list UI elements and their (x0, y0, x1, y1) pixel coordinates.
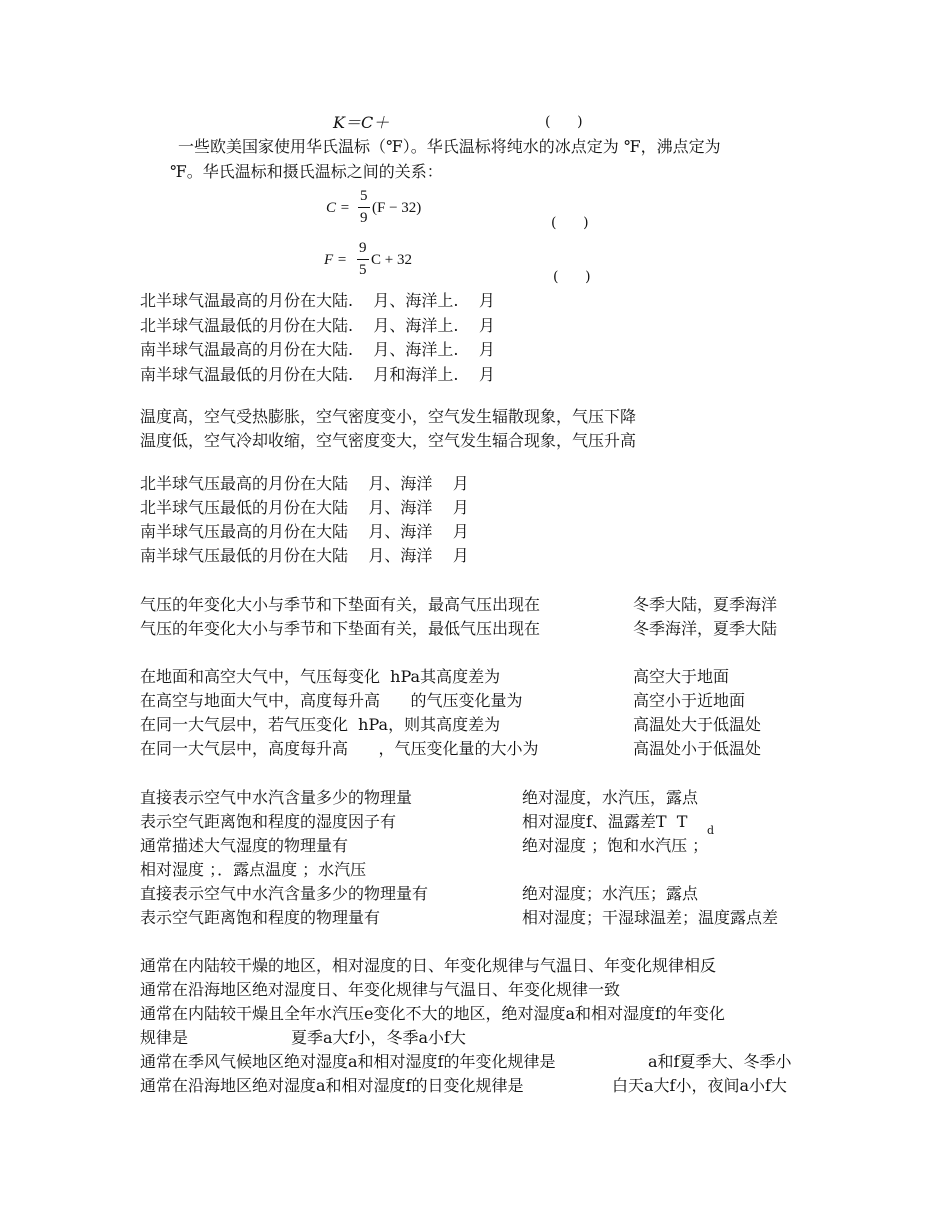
formula-lhs: F = (324, 252, 348, 268)
text-line: 南半球气温最低的月份在大陆. 月和海洋上. 月 (140, 365, 495, 384)
fraction-numerator: 9 (359, 240, 367, 256)
fraction-bar (357, 259, 369, 260)
text-line: 北半球气温最高的月份在大陆. 月、海洋上. 月 (140, 291, 495, 310)
question-text: 直接表示空气中水汽含量多少的物理量 (140, 788, 413, 807)
text-line: 通常在沿海地区绝对湿度日、年变化规律与气温日、年变化规律一致 (140, 980, 621, 999)
fraction-denominator: 9 (360, 210, 368, 226)
text-line: 南半球气压最低的月份在大陆 月、海洋 月 (140, 546, 469, 565)
answer-text: 相对湿度；干湿球温差；温度露点差 (522, 908, 779, 927)
answer-paren: ( ) (551, 215, 589, 231)
answer-text: 绝对湿度 ；饱和水汽压 ； (522, 836, 709, 855)
question-text: 表示空气距离饱和程度的物理量有 (140, 908, 381, 927)
answer-text: 冬季大陆，夏季海洋 (633, 595, 778, 614)
text-line: 南半球气温最高的月份在大陆. 月、海洋上. 月 (140, 340, 495, 359)
text-line: 南半球气压最高的月份在大陆 月、海洋 月 (140, 522, 469, 541)
formula-celsius (326, 188, 456, 232)
fraction-denominator: 5 (359, 262, 367, 278)
text-line: 通常在内陆较干燥且全年水汽压e变化不大的地区，绝对湿度a和相对湿度f的年变化 (140, 1004, 725, 1023)
question-text: 在高空与地面大气中，高度每升高 的气压变化量为 (140, 691, 523, 710)
answer-paren: ( ) (545, 114, 583, 130)
question-text: 在地面和高空大气中，气压每变化 hPa其高度差为 (140, 667, 501, 686)
answer-text: 相对湿度 ；．露点温度 ；水汽压 (140, 860, 367, 879)
answer-text: 绝对湿度，水汽压，露点 (522, 788, 699, 807)
question-text: 气压的年变化大小与季节和下垫面有关，最高气压出现在 (140, 595, 541, 614)
text-line: 北半球气压最高的月份在大陆 月、海洋 月 (140, 474, 469, 493)
paragraph-line: ℉。华氏温标和摄氏温标之间的关系： (170, 162, 443, 181)
answer-text: 高温处小于低温处 (633, 739, 762, 758)
paragraph-line: 一些欧美国家使用华氏温标（℉）。华氏温标将纯水的冰点定为 ℉，沸点定为 (178, 137, 721, 156)
answer-text: 高空小于近地面 (633, 691, 746, 710)
text-line: 通常在内陆较干燥的地区，相对湿度的日、年变化规律与气温日、年变化规律相反 (140, 956, 717, 975)
formula-kelvin: K＝C＋ (333, 113, 390, 132)
question-text: 通常在沿海地区绝对湿度a和相对湿度f的日变化规律是 (140, 1076, 524, 1095)
formula-lhs: C = (326, 200, 350, 216)
formula-rhs: (F − 32) (372, 200, 422, 216)
question-text: 表示空气距离饱和程度的湿度因子有 (140, 812, 397, 831)
question-text: 在同一大气层中，高度每升高 ，气压变化量的大小为 (140, 739, 539, 758)
question-text: 在同一大气层中，若气压变化 hPa，则其高度差为 (140, 715, 501, 734)
answer-text: 绝对湿度；水汽压；露点 (522, 884, 699, 903)
answer-text: 高温处大于低温处 (633, 715, 762, 734)
answer-text: 高空大于地面 (633, 667, 730, 686)
question-text: 气压的年变化大小与季节和下垫面有关，最低气压出现在 (140, 619, 541, 638)
text-line: 温度低，空气冷却收缩，空气密度变大，空气发生辐合现象，气压升高 (140, 431, 637, 450)
answer-text: 冬季海洋，夏季大陆 (633, 619, 778, 638)
text-line: 温度高，空气受热膨胀，空气密度变小，空气发生辐散现象，气压下降 (140, 407, 637, 426)
question-text: 直接表示空气中水汽含量多少的物理量有 (140, 884, 429, 903)
formula-rhs: C + 32 (371, 252, 412, 268)
answer-text: a和f夏季大、冬季小 (648, 1052, 792, 1071)
formula-fahrenheit (324, 240, 454, 284)
answer-text: 白天a大f小，夜间a小f大 (612, 1076, 787, 1095)
question-text: 通常描述大气湿度的物理量有 (140, 836, 349, 855)
fraction-numerator: 5 (360, 188, 368, 204)
question-text: 通常在季风气候地区绝对湿度a和相对湿度f的年变化规律是 (140, 1052, 556, 1071)
text-line: 北半球气温最低的月份在大陆. 月、海洋上. 月 (140, 316, 495, 335)
answer-text: 夏季a大f小，冬季a小f大 (291, 1028, 466, 1047)
text-line: 北半球气压最低的月份在大陆 月、海洋 月 (140, 498, 469, 517)
subscript-d: d (707, 824, 715, 837)
answer-text: 相对湿度f、温露差T T (522, 812, 688, 831)
answer-paren: ( ) (553, 269, 591, 285)
question-text: 规律是 (140, 1028, 189, 1047)
fraction-bar (358, 207, 370, 208)
